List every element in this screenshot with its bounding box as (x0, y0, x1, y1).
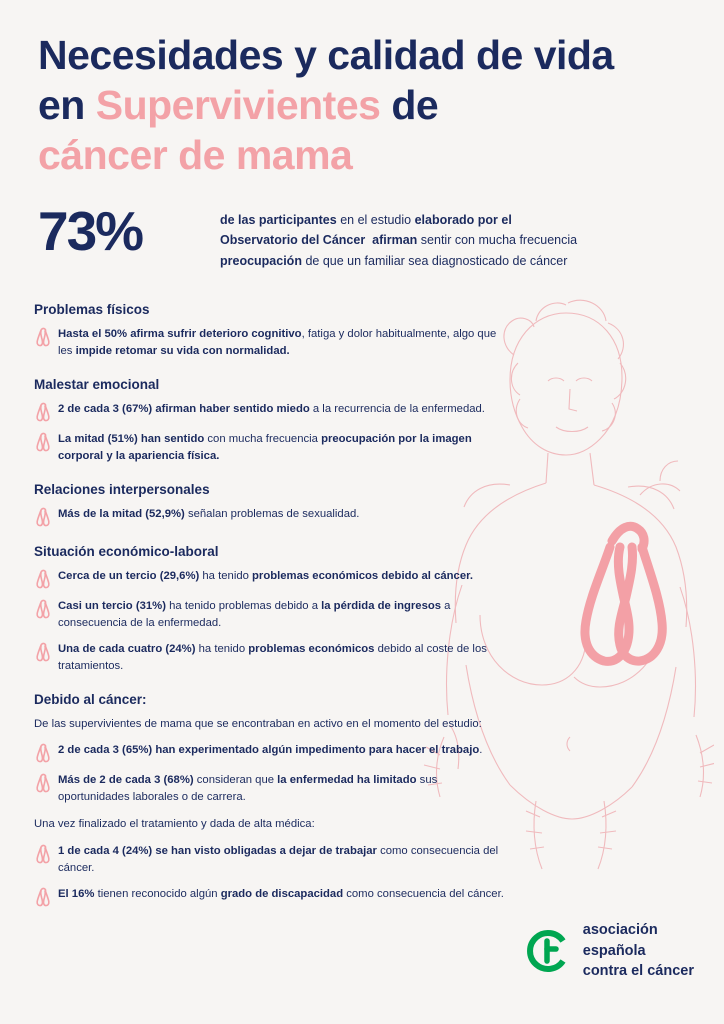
ribbon-icon (34, 432, 52, 452)
logo-line-1: asociación (582, 922, 658, 939)
bullet-text: 1 de cada 4 (24%) se han visto obligadas a dejar de trabajar como consecuencia del cáncer. (58, 845, 499, 875)
bullet-group-2 (34, 843, 504, 907)
bullet-text: 2 de cada 3 (65%) han experimentado algún impedimento para hacer el trabajo. (58, 744, 483, 757)
logo-line-2: española (582, 942, 646, 959)
logo-line-3: contra el cáncer (582, 963, 694, 980)
title-line-3 (38, 130, 698, 180)
ribbon-icon (34, 887, 52, 907)
section-note: Una vez finalizado el tratamiento y dada de alta médica: (34, 818, 315, 831)
section-title: Malestar emocional (34, 376, 160, 392)
bullet-text: 2 de cada 3 (67%) afirman haber sentido miedo a la recurrencia de la enfermedad. (58, 402, 485, 415)
aecc-logo-icon (523, 927, 571, 975)
ribbon-icon (34, 773, 52, 793)
aecc-logo (523, 920, 694, 982)
bullet-text: La mitad (51%) han sentido con mucha frecuencia preocupación por la imagen corporal y la apariencia física. (58, 432, 472, 462)
title-text-1: Necesidades y calidad de vida (38, 32, 614, 78)
bullet-item (34, 641, 504, 675)
bullet-item (34, 843, 504, 877)
section-debido-al-cancer (34, 692, 504, 908)
ribbon-icon (34, 743, 52, 763)
bullet-item (34, 401, 504, 422)
bullet-item (34, 431, 504, 465)
bullet-item (34, 568, 504, 589)
section-title: Problemas físicos (34, 302, 150, 317)
ribbon-icon (34, 327, 52, 347)
bullet-text: Cerca de un tercio (29,6%) ha tenido problemas económicos debido al cáncer. (58, 569, 474, 582)
section-title: Situación económico-laboral (34, 543, 219, 559)
ribbon-icon (34, 507, 52, 527)
title-text-2a: en (38, 82, 96, 129)
ribbon-icon (34, 599, 52, 619)
title-text-3: cáncer de mama (38, 132, 353, 179)
bullet-item (34, 772, 504, 806)
sections-container (34, 302, 504, 675)
section-intro: De las supervivientes de mama que se encontraban en activo en el momento del estudio: (34, 717, 482, 730)
ribbon-icon (34, 402, 52, 422)
title-text-2c: de (380, 82, 439, 129)
bullet-group-1 (34, 742, 504, 806)
bullet-item (34, 886, 504, 907)
pink-ribbon-illustration (585, 526, 662, 661)
ribbon-icon (34, 569, 52, 589)
bullet-item (34, 326, 504, 360)
stat-description: de las participantes en el estudio elaborado por el Observatorio del Cáncer afirman sentir con mucha frecuencia preocupación de que un familiar sea diagnosticado de cáncer (220, 213, 578, 268)
bullet-text: Una de cada cuatro (24%) ha tenido problemas económicos debido al coste de los tratamientos. (58, 642, 487, 672)
content-section (34, 544, 504, 675)
bullet-item (34, 506, 504, 527)
aecc-logo-text (583, 920, 694, 982)
bullet-text: Hasta el 50% afirma sufrir deterioro cognitivo, fatiga y dolor habitualmente, algo que les impide retomar su vida con normalidad. (58, 328, 497, 357)
content-body (34, 302, 504, 924)
ribbon-icon (34, 844, 52, 864)
page-title (38, 30, 698, 180)
title-line-1 (38, 30, 698, 80)
bullet-text: Más de la mitad (52,9%) señalan problemas de sexualidad. (58, 507, 360, 520)
section-title: Relaciones interpersonales (34, 481, 210, 497)
bullet-text: Más de 2 de cada 3 (68%) consideran que la enfermedad ha limitado sus oportunidades laborales o de carrera. (58, 774, 438, 804)
bullet-item (34, 742, 504, 763)
headline-stat (38, 200, 703, 271)
title-text-highlight: Supervivientes (95, 82, 381, 129)
content-section (34, 377, 504, 465)
content-section (34, 482, 504, 527)
section-title: Debido al cáncer: (34, 691, 147, 707)
bullet-text: El 16% tienen reconocido algún grado de discapacidad como consecuencia del cáncer. (58, 888, 504, 901)
bullet-item (34, 598, 504, 632)
title-line-2 (38, 80, 698, 130)
ribbon-icon (34, 642, 52, 662)
content-section (34, 302, 504, 360)
stat-number: 73% (38, 200, 143, 262)
bullet-text: Casi un tercio (31%) ha tenido problemas debido a la pérdida de ingresos a consecuencia de la enfermedad. (58, 599, 451, 629)
